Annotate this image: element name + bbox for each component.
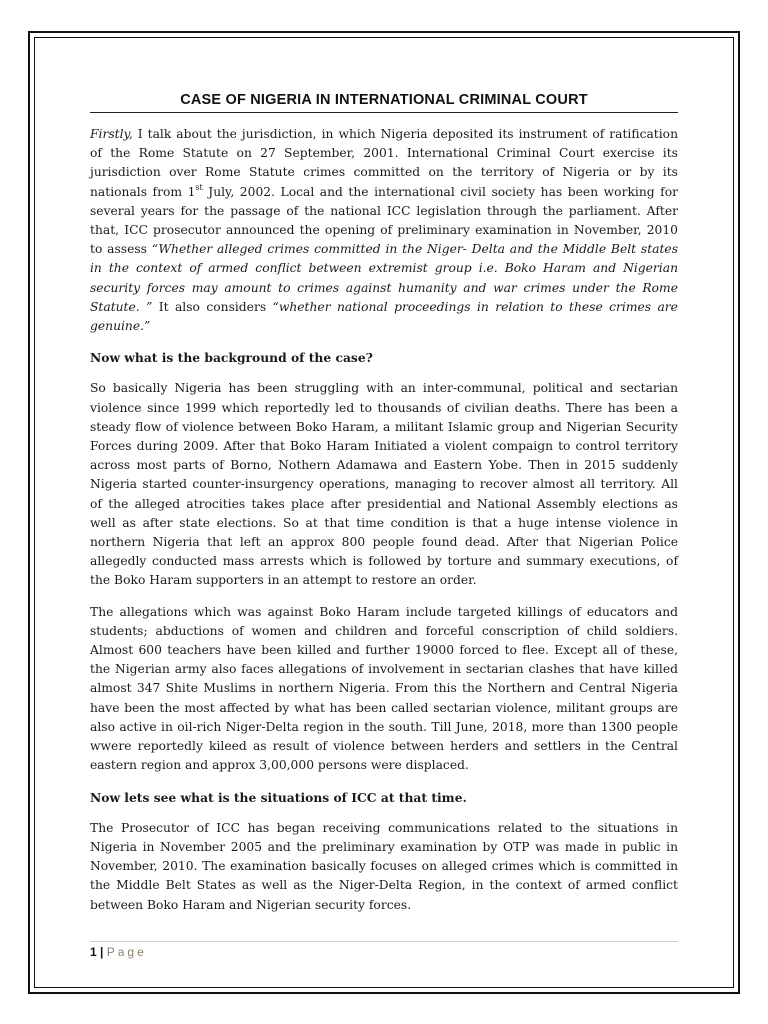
quoted-text: “whether national proceedings in relation to these crimes are genuine.” [90, 299, 678, 334]
page-footer [90, 945, 147, 959]
title-underline [90, 112, 678, 113]
paragraph-text: July, 2002. Local and the international civil society has been working for several years for the passage of the national ICC legislation through the parliament. After that, ICC prosecutor announced the opening of preliminary examination in November, 2010 to assess [90, 184, 678, 257]
paragraph-lead-word: Firstly, [90, 127, 133, 141]
page-label: Page [106, 945, 147, 959]
paragraph-text: I talk about the jurisdiction, in which Nigeria deposited its instrument of ratification of the Rome Statute on 27 September, 2001. International Criminal Court exercise its jurisdiction over Rome Statute crimes committed on the territory of Nigeria or by its nationals from 1 [90, 127, 678, 199]
document-body [90, 125, 678, 927]
footer-divider [90, 941, 678, 942]
section-heading-icc-situation: Now lets see what is the situations of ICC at that time. [90, 789, 467, 805]
quoted-text: “Whether alleged crimes committed in the Niger- Delta and the Middle Belt states in the context of armed conflict between extremist group i.e. Boko Haram and Nigerian security forces may amount to crimes against humanity and war crimes under the Rome Statute. ” [90, 242, 679, 314]
paragraph-allegations: The allegations which was against Boko Haram include targeted killings of educators and students; abductions of women and children and forceful conscription of child soldiers. Almost 600 teachers have been killed and further 19000 forced to flee. Except all of these, the Nigerian army also faces allegations of involvement in sectarian clashes that have killed almost 347 Shite Muslims in northern Nigeria. From this the Northern and Central Nigeria have been the most affected by what has been called sectarian violence, militant groups are also active in oil-rich Niger-Delta region in the south. Till June, 2018, more than 1300 people wwere reportedly kileed as result of violence between herders and settlers in the Central eastern region and approx 3,00,000 persons were displaced. [90, 604, 678, 773]
footer-separator: | [100, 945, 104, 959]
paragraph-text: It also considers [152, 299, 273, 314]
paragraph-background: So basically Nigeria has been struggling with an inter-communal, political and sectarian violence since 1999 which reportedly led to thousands of civilian deaths. There has been a steady flow of violence between Boko Haram, a militant Islamic group and Nigerian Security Forces during 2009. After that Boko Haram Initiated a violent compaign to control territory across most parts of Borno, Nothern Adamawa and Eastern Yobe. Then in 2015 suddenly Nigeria started counter-insurgency operations, managing to recover almost all territory. All of the alleged atrocities takes place after presidential and National Assembly elections as well as after state elections. So at that time condition is that a huge intense violence in northern Nigeria that left an approx 800 people found dead. After that Nigerian Police allegedly conducted mass arrests which is followed by torture and summary executions, of the Boko Haram supporters in an attempt to restore an order. [90, 381, 678, 588]
ordinal-superscript: st [195, 182, 203, 192]
section-heading-background: Now what is the background of the case? [90, 350, 373, 366]
paragraph-jurisdiction [90, 125, 678, 336]
document-title: CASE OF NIGERIA IN INTERNATIONAL CRIMINAL COURT [180, 92, 588, 108]
page-number: 1 [90, 945, 97, 959]
paragraph-icc-situation: The Prosecutor of ICC has began receiving communications related to the situations in Nigeria in November 2005 and the preliminary examination by OTP was made in public in November, 2010. The examination basically focuses on alleged crimes which is committed in the Middle Belt States as well as the Niger-Delta Region, in the context of armed conflict between Boko Haram and Nigerian security forces. [90, 820, 678, 912]
